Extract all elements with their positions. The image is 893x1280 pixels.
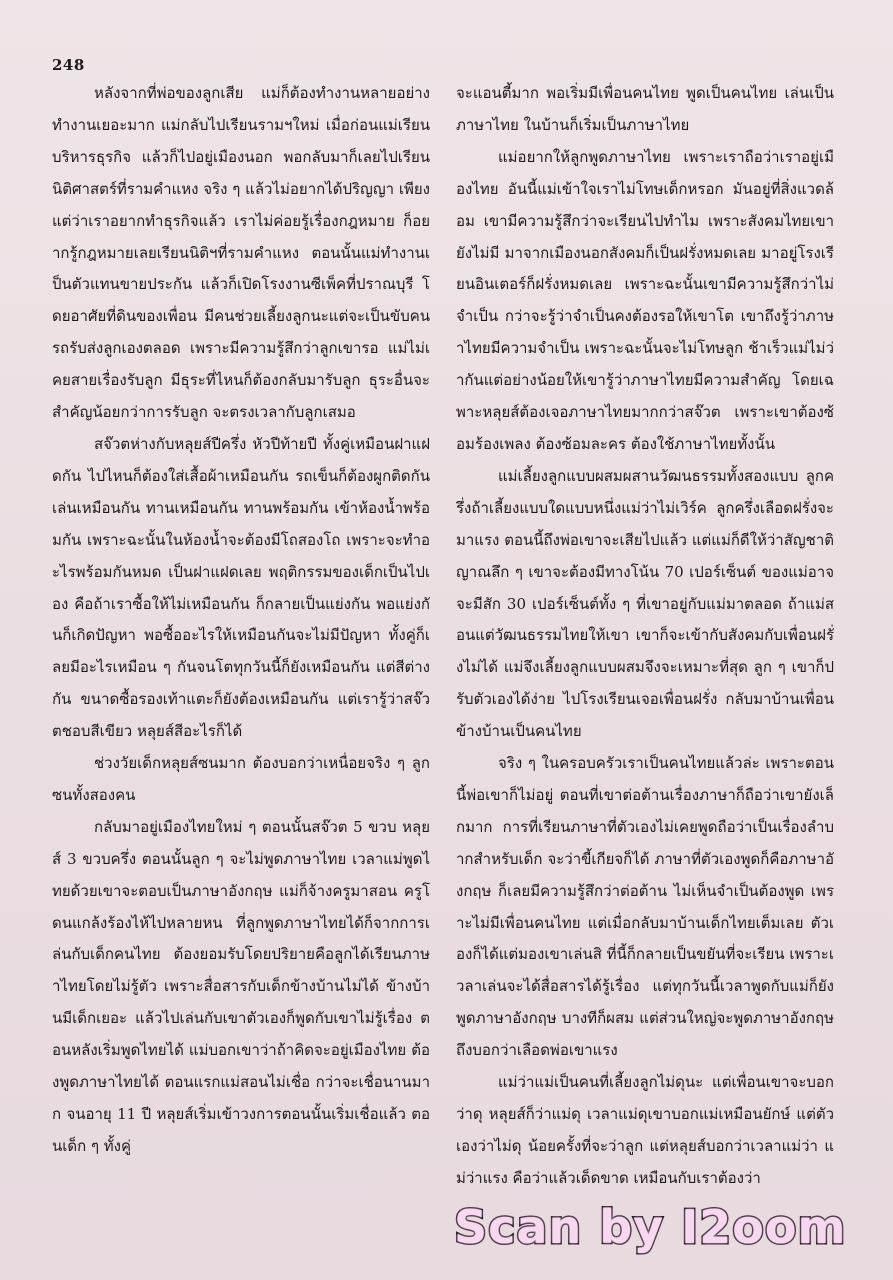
paragraph: แม่เลี้ยงลูกแบบผสมผสานวัฒนธรรมทั้งสองแบบ ลูกครึ่งถ้าเลี้ยงแบบใดแบบหนึ่งแม่ว่าไม่เวิร์ค ลูกครึ่งเลือดฝรั่งจะมาแรง ตอนนี้ถึงพ่อเขาจะเสียไปแล้ว แต่แม่ก็ดีให้ว่าสัญชาติญาณลึก ๆ เขาจะต้องมีทางโน้น 70 เปอร์เซ็นต์ ของแม่อาจจะมีสัก 30 เปอร์เซ็นต์ทั้ง ๆ ที่เขาอยู่กับแม่มาตลอด ถ้าแม่สอนแต่วัฒนธรรมไทยให้เขา เขาก็จะเข้ากับสังคมกับเพื่อนฝรั่งไม่ได้ แม่จึงเลี้ยงลูกแบบผสมจึงจะเหมาะที่สุด ลูก ๆ เขาก็ปรับตัวเองได้ง่าย ไปโรงเรียนเจอเพื่อนฝรั่ง กลับมาบ้านเพื่อนข้างบ้านเป็นคนไทย xyxy=(456,466,834,741)
paragraph: ช่วงวัยเด็กหลุยส์ซนมาก ต้องบอกว่าเหนื่อยจริง ๆ ลูกซนทั้งสองคน xyxy=(52,754,430,804)
paragraph: กลับมาอยู่เมืองไทยใหม่ ๆ ตอนนั้นสจ๊วต 5 ขวบ หลุยส์ 3 ขวบครึ่ง ตอนนั้นลูก ๆ จะไม่พูดภาษาไทย เวลาแม่พูดไทยด้วยเขาจะตอบเป็นภาษาอังกฤษ แม่ก็จ้างครูมาสอน ครูโดนแกล้งร้องไห้ไปหลายหน ที่ลูกพูดภาษาไทยได้ก็จากการเล่นกับเด็กคนไทย ต้องยอมรับโดยปริยายคือลูกได้เรียนภาษาไทยโดยไม่รู้ตัว เพราะสื่อสารกับเด็กข้างบ้านไม่ได้ ข้างบ้านมีเด็กเยอะ แล้วไปเล่นกับเขาตัวเองก็พูดกับเขาไม่รู้เรื่อง ตอนหลังเริ่มพูดไทยได้ แม่บอกเขาว่าถ้าคิดจะอยู่เมืองไทย ต้องพูดภาษาไทยได้ ตอนแรกแม่สอนไม่เชื่อ กว่าจะเชื่อนานมาก จนอายุ 11 ปี หลุยส์เริ่มเข้าวงการตอนนั้นเริ่มเชื่อแล้ว ตอนเด็ก ๆ ทั้งคู่ xyxy=(52,817,430,1155)
paragraph: สจ๊วตห่างกับหลุยส์ปีครึ่ง หัวปีท้ายปี ทั้งคู่เหมือนฝาแฝดกัน ไปไหนก็ต้องใส่เสื้อผ้าเหมือนกัน รถเข็นก็ต้องผูกติดกัน เล่นเหมือนกัน ทานเหมือนกัน ทานพร้อมกัน เข้าห้องน้ำพร้อมกัน เพราะฉะนั้นในห้องน้ำจะต้องมีโถสองโถ เพราะจะทำอะไรพร้อมกันหมด เป็นฝาแฝดเลย พฤติกรรมของเด็กเป็นไปเอง คือถ้าเราซื้อให้ไม่เหมือนกัน ก็กลายเป็นแย่งกัน พอแย่งกันก็เกิดปัญหา พอซื้ออะไรให้เหมือนกันจะไม่มีปัญหา ทั้งคู่ก็เลยมีอะไรเหมือน ๆ กันจนโตทุกวันนี้ก็ยังเหมือนกัน แต่สีต่างกัน ขนาดซื้อรองเท้าแตะก็ยังต้องเหมือนกัน แต่เรารู้ว่าสจ๊วตชอบสีเขียว หลุยส์สีอะไรก็ได้ xyxy=(52,434,430,741)
page-number: 248 xyxy=(52,56,85,74)
paragraph: แม่ว่าแม่เป็นคนที่เลี้ยงลูกไม่ดุนะ แต่เพื่อนเขาจะบอกว่าดุ หลุยส์ก็ว่าแม่ดุ เวลาแม่ดุเขาบอกแม่เหมือนยักษ์ แต่ตัวเองว่าไม่ดุ น้อยครั้งที่จะว่าลูก แต่หลุยส์บอกว่าเวลาแม่ว่า แม่ว่าแรง คือว่าแล้วเด็ดขาด เหมือนกับเราต้องว่า xyxy=(456,1073,834,1187)
scan-watermark: Scan by I2oom xyxy=(454,1200,847,1254)
paragraph: จริง ๆ ในครอบครัวเราเป็นคนไทยแล้วล่ะ เพราะตอนนี้พ่อเขาก็ไม่อยู่ ตอนที่เขาต่อต้านเรื่องภาษาก็ถือว่าเขายังเล็กมาก การที่เรียนภาษาที่ตัวเองไม่เคยพูดถือว่าเป็นเรื่องลำบากสำหรับเด็ก จะว่าขี้เกียจก็ได้ ภาษาที่ตัวเองพูดก็คือภาษาอังกฤษ ก็เลยมีความรู้สึกว่าต่อต้าน ไม่เห็นจำเป็นต้องพูด เพราะไม่มีเพื่อนคนไทย แต่เมื่อกลับมาบ้านเด็กไทยเต็มเลย ตัวเองก็ได้แต่มองเขาเล่นสิ ที่นี้ก็กลายเป็นขยันที่จะเรียน เพราะเวลาเล่นจะได้สื่อสารได้รู้เรื่อง แต่ทุกวันนี้เวลาพูดกับแม่ก็ยังพูดภาษาอังกฤษ บางทีก็ผสม แต่ส่วนใหญ่จะพูดภาษาอังกฤษ ถึงบอกว่าเลือดพ่อเขาแรง xyxy=(456,754,834,1060)
paragraph: หลังจากที่พ่อของลูกเสีย แม่ก็ต้องทำงานหลายอย่าง ทำงานเยอะมาก แม่กลับไปเรียนรามฯใหม่ เมื่อก่อนแม่เรียนบริหารธุรกิจ แล้วก็ไปอยู่เมืองนอก พอกลับมาก็เลยไปเรียน นิติศาสตร์ที่รามคำแหง จริง ๆ แล้วไม่อยากได้ปริญญา เพียงแต่ว่าเราอยากทำธุรกิจแล้ว เราไม่ค่อยรู้เรื่องกฎหมาย ก็อยากรู้กฎหมายเลยเรียนนิติฯที่รามคำแหง ตอนนั้นแม่ทำงานเป็นตัวแทนขายประกัน แล้วก็เปิดโรงงานซีเพ็คที่ปราณบุรี โดยอาศัยที่ดินของเพื่อน มีคนช่วยเลี้ยงลูกนะแต่จะเป็นขับคนรถรับส่งลูกเองตลอด เพราะมีความรู้สึกว่าลูกเขารอ แม่ไม่เคยสายเรื่องรับลูก มีธุระที่ไหนก็ต้องกลับมารับลูก ธุระอื่นจะสำคัญน้อยกว่าการรับลูก จะตรงเวลากับลูกเสมอ xyxy=(52,84,430,422)
right-column xyxy=(456,78,834,1228)
left-column xyxy=(52,78,430,1228)
paragraph-continued: จะแอนตี้มาก พอเริ่มมีเพื่อนคนไทย พูดเป็นคนไทย เล่นเป็นภาษาไทย ในบ้านก็เริ่มเป็นภาษาไทย xyxy=(456,84,834,134)
paragraph: แม่อยากให้ลูกพูดภาษาไทย เพราะเราถือว่าเราอยู่เมืองไทย อันนี้แม่เข้าใจเราไม่โทษเด็กหรอก มันอยู่ที่สิ่งแวดล้อม เขามีความรู้สึกว่าจะเรียนไปทำไม เพราะสังคมไทยเขายังไม่มี มาจากเมืองนอกสังคมก็เป็นฝรั่งหมดเลย มาอยู่โรงเรียนอินเตอร์ก็ฝรั่งหมดเลย เพราะฉะนั้นเขามีความรู้สึกว่าไม่จำเป็น กว่าจะรู้ว่าจำเป็นคงต้องรอให้เขาโต เขาถึงรู้ว่าภาษาไทยมีความจำเป็น เพราะฉะนั้นจะไม่โทษลูก ช้าเร็วแม่ไม่ว่ากันแต่อย่างน้อยให้เขารู้ว่าภาษาไทยมีความสำคัญ โดยเฉพาะหลุยส์ต้องเจอภาษาไทยมากกว่าสจ๊วต เพราะเขาต้องซ้อมร้องเพลง ต้องซ้อมละคร ต้องใช้ภาษาไทยทั้งนั้น xyxy=(456,147,834,453)
